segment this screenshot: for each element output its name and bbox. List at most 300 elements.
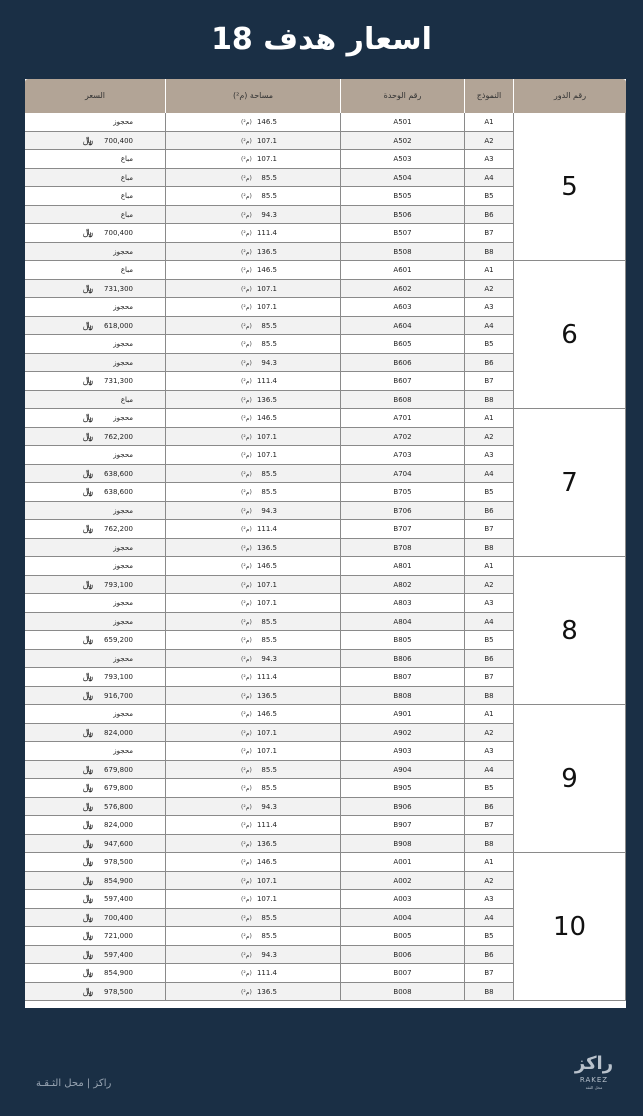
unit-number-cell: B807 xyxy=(341,668,465,687)
area-value: 85.5 xyxy=(261,321,277,330)
area-cell xyxy=(166,613,341,632)
area-unit: (م²) xyxy=(241,433,252,441)
model-cell: B8 xyxy=(465,835,514,854)
unit-number-cell: A901 xyxy=(341,705,465,724)
price-cell xyxy=(25,613,166,632)
riyal-currency-icon: ﷼ xyxy=(83,672,93,682)
area-unit: (م²) xyxy=(241,822,252,829)
unit-number-cell: B707 xyxy=(341,520,465,539)
table-row xyxy=(25,761,514,780)
price-cell xyxy=(25,150,166,169)
table-header xyxy=(25,79,626,113)
floor-number-cell: 10 xyxy=(514,853,626,1001)
area-cell xyxy=(166,724,341,743)
price-cell xyxy=(25,557,166,576)
table-row xyxy=(25,650,514,669)
price-cell xyxy=(25,761,166,780)
table-row xyxy=(25,724,514,743)
area-cell xyxy=(166,909,341,928)
area-value: 136.5 xyxy=(256,839,277,848)
unit-number-cell: A602 xyxy=(341,280,465,299)
unit-number-cell: A503 xyxy=(341,150,465,169)
price-value: محجوز xyxy=(113,414,133,422)
area-cell xyxy=(166,317,341,336)
area-unit: (م²) xyxy=(241,396,252,404)
area-value: 111.4 xyxy=(256,969,277,977)
unit-number-cell: A704 xyxy=(341,465,465,484)
price-cell xyxy=(25,113,166,132)
table-row xyxy=(25,354,514,373)
area-value: 146.5 xyxy=(256,710,277,718)
riyal-currency-icon: ﷼ xyxy=(83,764,93,775)
price-cell xyxy=(25,317,166,336)
model-cell: A2 xyxy=(465,576,514,595)
area-unit: (م²) xyxy=(241,600,252,607)
table-row xyxy=(25,298,514,317)
unit-number-cell: B505 xyxy=(341,187,465,206)
price-cell xyxy=(25,187,166,206)
riyal-currency-icon: ﷼ xyxy=(83,857,93,867)
area-value: 85.5 xyxy=(261,488,277,496)
price-value: 854,900 xyxy=(104,876,133,885)
area-cell xyxy=(166,372,341,391)
area-cell xyxy=(166,132,341,151)
area-value: 107.1 xyxy=(256,303,277,311)
table-row xyxy=(25,853,514,872)
riyal-currency-icon: ﷼ xyxy=(83,135,93,146)
unit-number-cell: A701 xyxy=(341,409,465,428)
area-unit: (م²) xyxy=(241,692,252,700)
area-value: 146.5 xyxy=(256,118,277,126)
price-cell xyxy=(25,354,166,373)
header-unit: رقم الوحدة xyxy=(341,79,465,113)
unit-number-cell: A902 xyxy=(341,724,465,743)
riyal-currency-icon: ﷼ xyxy=(83,949,93,960)
unit-number-cell: B605 xyxy=(341,335,465,354)
model-cell: A2 xyxy=(465,872,514,891)
area-cell xyxy=(166,539,341,558)
table-row xyxy=(25,983,514,1002)
model-cell: B8 xyxy=(465,687,514,706)
price-cell xyxy=(25,816,166,835)
area-unit: (م²) xyxy=(241,785,252,792)
table-row xyxy=(25,132,514,151)
area-cell xyxy=(166,779,341,798)
price-value: محجوز xyxy=(113,247,133,256)
area-cell xyxy=(166,872,341,891)
price-value: 638,600 xyxy=(104,488,133,496)
area-value: 107.1 xyxy=(256,284,277,293)
area-value: 136.5 xyxy=(256,691,277,700)
unit-number-cell: A001 xyxy=(341,853,465,872)
area-cell xyxy=(166,668,341,687)
price-value: محجوز xyxy=(113,340,133,348)
riyal-currency-icon: ﷼ xyxy=(83,487,93,497)
header-model: النموذج xyxy=(465,79,514,113)
table-row xyxy=(25,576,514,595)
price-cell xyxy=(25,798,166,817)
unit-number-cell: A003 xyxy=(341,890,465,909)
table-row xyxy=(25,150,514,169)
unit-number-cell: B908 xyxy=(341,835,465,854)
model-cell: A4 xyxy=(465,613,514,632)
price-cell xyxy=(25,983,166,1002)
area-value: 107.1 xyxy=(256,155,277,163)
area-unit: (م²) xyxy=(241,304,252,311)
unit-number-cell: A904 xyxy=(341,761,465,780)
price-value: 793,100 xyxy=(104,580,133,589)
price-value: 762,200 xyxy=(104,432,133,441)
model-cell: B6 xyxy=(465,946,514,965)
area-cell xyxy=(166,927,341,946)
model-cell: B5 xyxy=(465,779,514,798)
model-cell: A4 xyxy=(465,761,514,780)
header-area: مساحة (م²) xyxy=(166,79,341,113)
area-unit: (م²) xyxy=(241,378,252,385)
riyal-currency-icon: ﷼ xyxy=(83,727,93,738)
area-unit: (م²) xyxy=(241,156,252,163)
area-value: 146.5 xyxy=(256,562,277,570)
price-value: مباع xyxy=(120,173,133,182)
area-value: 107.1 xyxy=(256,895,277,903)
area-unit: (م²) xyxy=(241,322,252,330)
area-value: 111.4 xyxy=(256,525,277,533)
model-cell: B5 xyxy=(465,187,514,206)
price-cell xyxy=(25,298,166,317)
price-value: 576,800 xyxy=(104,802,133,811)
area-cell xyxy=(166,206,341,225)
area-unit: (م²) xyxy=(241,655,252,663)
model-cell: A3 xyxy=(465,742,514,761)
riyal-currency-icon: ﷼ xyxy=(83,875,93,886)
rakez-logo xyxy=(574,1052,614,1098)
table-row xyxy=(25,372,514,391)
unit-number-cell: B706 xyxy=(341,502,465,521)
unit-number-cell: A702 xyxy=(341,428,465,447)
model-cell: B5 xyxy=(465,631,514,650)
price-cell xyxy=(25,909,166,928)
area-unit: (م²) xyxy=(241,840,252,848)
table-row xyxy=(25,502,514,521)
area-unit: (م²) xyxy=(241,896,252,903)
area-value: 85.5 xyxy=(261,192,277,200)
price-value: 700,400 xyxy=(104,229,133,237)
area-cell xyxy=(166,520,341,539)
table-row xyxy=(25,613,514,632)
table-row xyxy=(25,835,514,854)
price-value: محجوز xyxy=(113,303,133,311)
area-value: 85.5 xyxy=(261,617,277,626)
table-row xyxy=(25,483,514,502)
table-row xyxy=(25,890,514,909)
unit-number-cell: B907 xyxy=(341,816,465,835)
area-unit: (م²) xyxy=(241,748,252,755)
price-value: محجوز xyxy=(113,118,133,126)
price-cell xyxy=(25,964,166,983)
riyal-currency-icon: ﷼ xyxy=(83,524,93,534)
price-cell xyxy=(25,742,166,761)
table-row xyxy=(25,206,514,225)
price-value: محجوز xyxy=(113,710,133,718)
price-value: 824,000 xyxy=(104,821,133,829)
floor-number-cell: 9 xyxy=(514,705,626,853)
riyal-currency-icon: ﷼ xyxy=(83,783,93,793)
area-cell xyxy=(166,705,341,724)
area-value: 107.1 xyxy=(256,747,277,755)
unit-number-cell: B007 xyxy=(341,964,465,983)
area-value: 107.1 xyxy=(256,728,277,737)
logo-mark: راكز xyxy=(574,1053,614,1074)
area-cell xyxy=(166,983,341,1002)
unit-number-cell: B906 xyxy=(341,798,465,817)
area-unit: (م²) xyxy=(241,859,252,866)
area-cell xyxy=(166,798,341,817)
area-unit: (م²) xyxy=(241,526,252,533)
table-row xyxy=(25,409,514,428)
area-unit: (م²) xyxy=(241,193,252,200)
model-cell: B7 xyxy=(465,224,514,243)
area-unit: (م²) xyxy=(241,230,252,237)
price-cell xyxy=(25,594,166,613)
area-cell xyxy=(166,150,341,169)
price-value: 947,600 xyxy=(104,839,133,848)
price-cell xyxy=(25,132,166,151)
unit-number-cell: A603 xyxy=(341,298,465,317)
price-value: 824,000 xyxy=(104,728,133,737)
price-table xyxy=(25,79,626,1008)
area-unit: (م²) xyxy=(241,470,252,478)
floor-number-cell: 8 xyxy=(514,557,626,705)
price-cell xyxy=(25,668,166,687)
area-cell xyxy=(166,169,341,188)
logo-sub: محل الثقة xyxy=(585,1085,603,1090)
model-cell: B7 xyxy=(465,520,514,539)
model-cell: B6 xyxy=(465,354,514,373)
logo-word: RAKEZ xyxy=(579,1076,609,1084)
price-value: مباع xyxy=(120,155,133,163)
riyal-currency-icon: ﷼ xyxy=(83,413,93,423)
model-cell: B7 xyxy=(465,964,514,983)
model-cell: A4 xyxy=(465,317,514,336)
area-cell xyxy=(166,465,341,484)
area-cell xyxy=(166,261,341,280)
riyal-currency-icon: ﷼ xyxy=(83,468,93,479)
table-row xyxy=(25,668,514,687)
header-floor: رقم الدور xyxy=(553,91,587,100)
area-unit: (م²) xyxy=(241,618,252,626)
area-value: 146.5 xyxy=(256,858,277,866)
area-value: 136.5 xyxy=(256,987,277,996)
price-value: 618,000 xyxy=(104,321,133,330)
area-unit: (م²) xyxy=(241,489,252,496)
area-unit: (م²) xyxy=(241,341,252,348)
unit-number-cell: B607 xyxy=(341,372,465,391)
area-cell xyxy=(166,650,341,669)
price-cell xyxy=(25,520,166,539)
table-row xyxy=(25,631,514,650)
area-value: 111.4 xyxy=(256,377,277,385)
price-cell xyxy=(25,391,166,410)
price-cell xyxy=(25,946,166,965)
area-cell xyxy=(166,576,341,595)
riyal-currency-icon: ﷼ xyxy=(83,690,93,701)
model-cell: A1 xyxy=(465,557,514,576)
price-value: 679,800 xyxy=(104,765,133,774)
floor-number-cell: 5 xyxy=(514,113,626,261)
area-value: 111.4 xyxy=(256,229,277,237)
area-unit: (م²) xyxy=(241,211,252,219)
price-cell xyxy=(25,280,166,299)
model-cell: A4 xyxy=(465,465,514,484)
area-cell xyxy=(166,742,341,761)
area-cell xyxy=(166,280,341,299)
price-value: محجوز xyxy=(113,617,133,626)
price-cell xyxy=(25,261,166,280)
model-cell: A4 xyxy=(465,909,514,928)
area-cell xyxy=(166,946,341,965)
price-value: 793,100 xyxy=(104,673,133,681)
unit-number-cell: B805 xyxy=(341,631,465,650)
model-cell: A4 xyxy=(465,169,514,188)
area-cell xyxy=(166,298,341,317)
area-cell xyxy=(166,483,341,502)
area-value: 107.1 xyxy=(256,599,277,607)
area-unit: (م²) xyxy=(241,674,252,681)
area-unit: (م²) xyxy=(241,248,252,256)
price-cell xyxy=(25,446,166,465)
area-value: 94.3 xyxy=(261,358,277,367)
area-unit: (م²) xyxy=(241,119,252,126)
table-row xyxy=(25,261,514,280)
area-value: 85.5 xyxy=(261,784,277,792)
price-cell xyxy=(25,576,166,595)
riyal-currency-icon: ﷼ xyxy=(83,931,93,941)
table-row xyxy=(25,243,514,262)
floor-number-cell: 6 xyxy=(514,261,626,409)
model-cell: A3 xyxy=(465,594,514,613)
area-cell xyxy=(166,502,341,521)
header-price: السعر xyxy=(25,79,166,113)
area-cell xyxy=(166,631,341,650)
area-unit: (م²) xyxy=(241,507,252,515)
unit-number-cell: A801 xyxy=(341,557,465,576)
riyal-currency-icon: ﷼ xyxy=(83,579,93,590)
price-cell xyxy=(25,169,166,188)
model-cell: B8 xyxy=(465,391,514,410)
price-cell xyxy=(25,335,166,354)
riyal-currency-icon: ﷼ xyxy=(83,820,93,830)
area-value: 136.5 xyxy=(256,247,277,256)
area-unit: (م²) xyxy=(241,137,252,145)
model-cell: A3 xyxy=(465,890,514,909)
table-row xyxy=(25,909,514,928)
area-cell xyxy=(166,687,341,706)
price-value: 762,200 xyxy=(104,525,133,533)
price-cell xyxy=(25,502,166,521)
table-row xyxy=(25,816,514,835)
area-cell xyxy=(166,391,341,410)
table-row xyxy=(25,557,514,576)
area-value: 146.5 xyxy=(256,414,277,422)
unit-number-cell: A803 xyxy=(341,594,465,613)
area-value: 107.1 xyxy=(256,580,277,589)
unit-number-cell: B506 xyxy=(341,206,465,225)
unit-number-cell: B005 xyxy=(341,927,465,946)
area-unit: (م²) xyxy=(241,951,252,959)
area-value: 85.5 xyxy=(261,469,277,478)
riyal-currency-icon: ﷼ xyxy=(83,968,93,978)
price-value: محجوز xyxy=(113,543,133,552)
area-unit: (م²) xyxy=(241,970,252,977)
riyal-currency-icon: ﷼ xyxy=(83,283,93,294)
area-unit: (م²) xyxy=(241,803,252,811)
area-unit: (م²) xyxy=(241,359,252,367)
area-cell xyxy=(166,816,341,835)
area-unit: (م²) xyxy=(241,729,252,737)
model-cell: B6 xyxy=(465,206,514,225)
area-unit: (م²) xyxy=(241,766,252,774)
riyal-currency-icon: ﷼ xyxy=(83,894,93,904)
table-row xyxy=(25,539,514,558)
table-row xyxy=(25,927,514,946)
unit-number-cell: B608 xyxy=(341,391,465,410)
model-cell: A2 xyxy=(465,724,514,743)
table-row xyxy=(25,465,514,484)
model-cell: B5 xyxy=(465,927,514,946)
area-unit: (م²) xyxy=(241,267,252,274)
price-value: محجوز xyxy=(113,562,133,570)
model-cell: A2 xyxy=(465,428,514,447)
model-cell: A1 xyxy=(465,705,514,724)
riyal-currency-icon: ﷼ xyxy=(83,228,93,238)
price-value: 978,500 xyxy=(104,987,133,996)
area-cell xyxy=(166,409,341,428)
area-value: 136.5 xyxy=(256,543,277,552)
table-row xyxy=(25,742,514,761)
riyal-currency-icon: ﷼ xyxy=(83,801,93,812)
table-row xyxy=(25,779,514,798)
area-value: 94.3 xyxy=(261,654,277,663)
table-row xyxy=(25,705,514,724)
model-cell: A1 xyxy=(465,113,514,132)
area-value: 107.1 xyxy=(256,432,277,441)
model-cell: B8 xyxy=(465,243,514,262)
model-cell: B8 xyxy=(465,539,514,558)
table-row xyxy=(25,946,514,965)
model-cell: B8 xyxy=(465,983,514,1002)
unit-number-cell: A502 xyxy=(341,132,465,151)
price-cell xyxy=(25,890,166,909)
table-row xyxy=(25,335,514,354)
model-cell: B6 xyxy=(465,798,514,817)
area-value: 85.5 xyxy=(261,765,277,774)
price-cell xyxy=(25,206,166,225)
table-row xyxy=(25,280,514,299)
area-cell xyxy=(166,557,341,576)
area-value: 146.5 xyxy=(256,266,277,274)
unit-number-cell: A501 xyxy=(341,113,465,132)
model-cell: A2 xyxy=(465,280,514,299)
price-value: محجوز xyxy=(113,451,133,459)
price-value: 721,000 xyxy=(104,932,133,940)
price-value: 731,300 xyxy=(104,284,133,293)
price-cell xyxy=(25,835,166,854)
price-cell xyxy=(25,372,166,391)
area-cell xyxy=(166,594,341,613)
price-value: 854,900 xyxy=(104,969,133,977)
unit-number-cell: A002 xyxy=(341,872,465,891)
price-cell xyxy=(25,724,166,743)
